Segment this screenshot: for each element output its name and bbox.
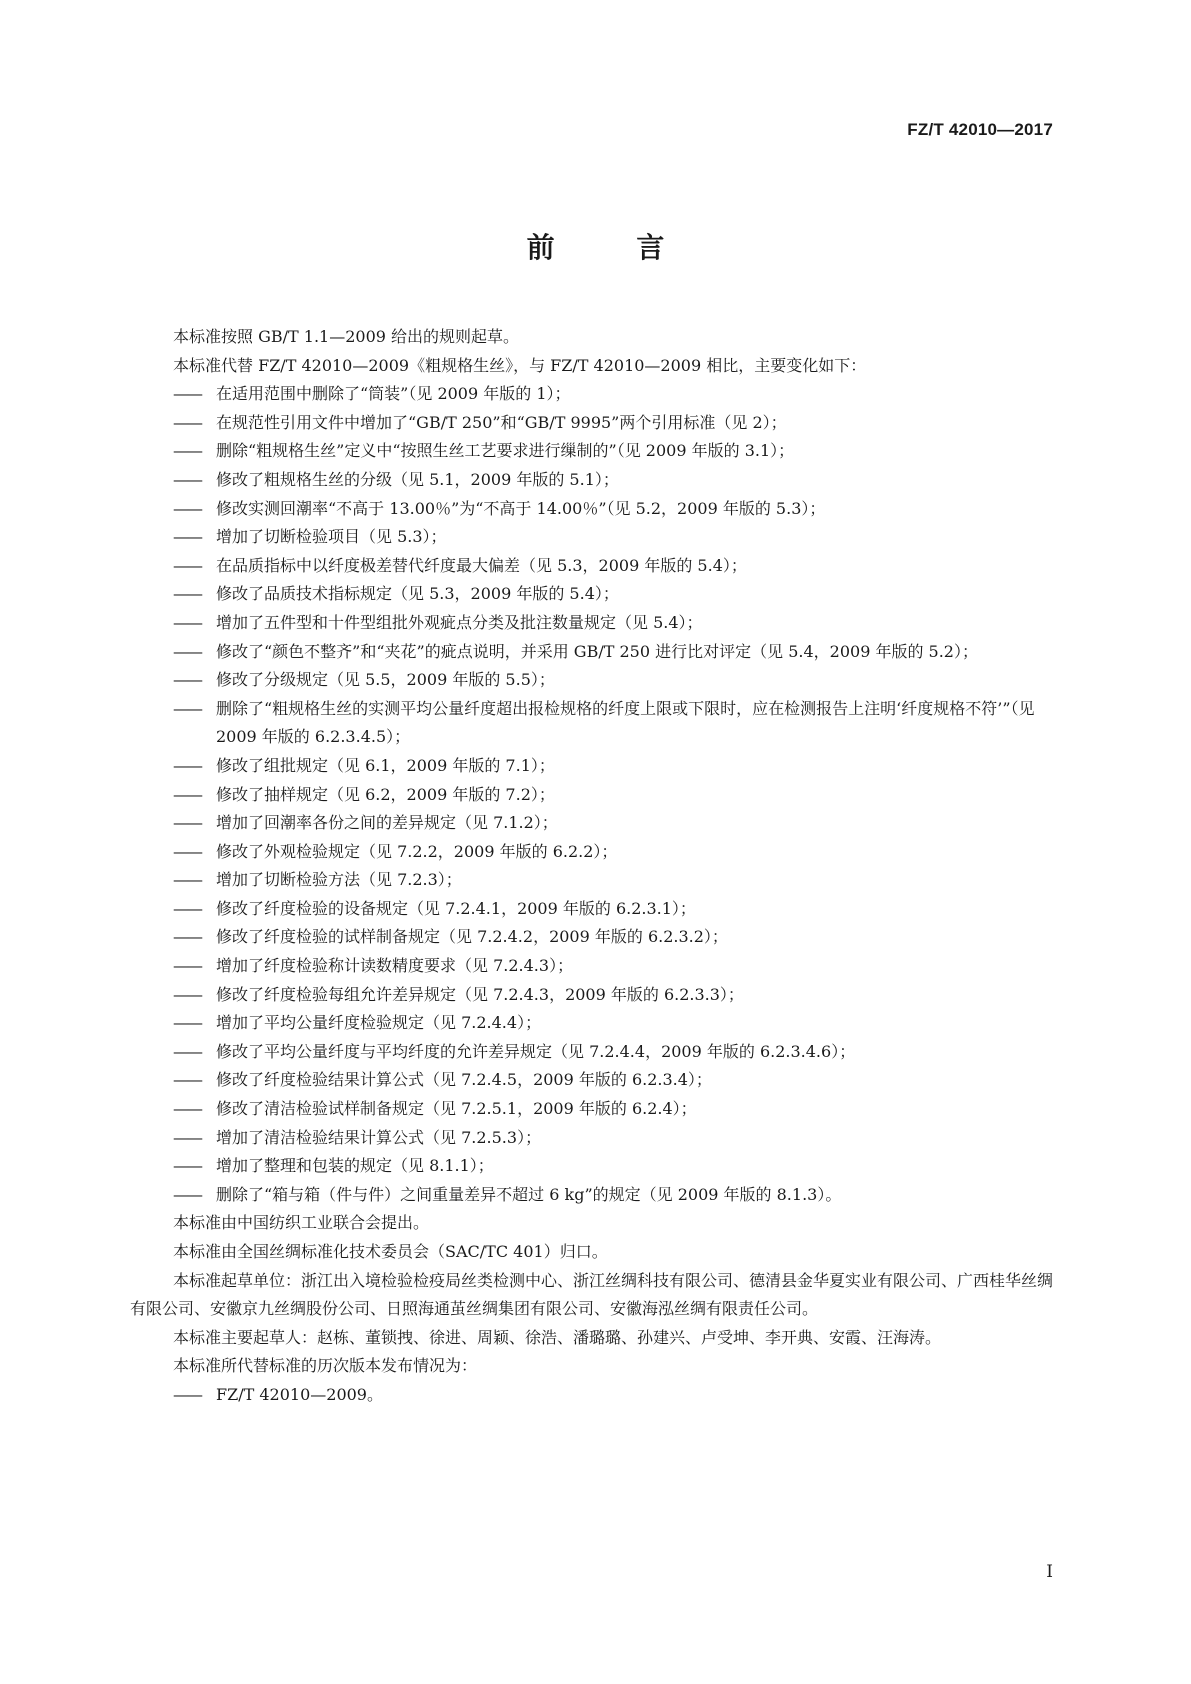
change-item <box>173 437 1053 466</box>
dash-marker: —— <box>173 898 201 918</box>
change-item <box>173 952 1053 981</box>
dash-marker: —— <box>173 1156 201 1176</box>
dash-marker: —— <box>173 984 201 1004</box>
change-item-text: 修改了纤度检验结果计算公式（见 7.2.4.5，2009 年版的 6.2.3.4）； <box>216 1070 712 1090</box>
change-item-text: 修改了粗规格生丝的分级（见 5.1，2009 年版的 5.1）； <box>216 469 619 489</box>
change-item-text: 增加了切断检验方法（见 7.2.3）； <box>216 870 462 890</box>
dash-marker: —— <box>173 498 201 518</box>
change-item-text: 在适用范围中删除了“筒装”（见 2009 年版的 1）； <box>216 384 571 404</box>
page-number: I <box>1046 1562 1053 1582</box>
document-body <box>130 323 1054 1410</box>
change-item <box>173 781 1053 810</box>
dash-marker: —— <box>173 956 201 976</box>
dash-marker: —— <box>173 841 201 861</box>
change-item-text: 修改了纤度检验每组允许差异规定（见 7.2.4.3，2009 年版的 6.2.3.3）； <box>216 984 744 1004</box>
change-item-text: 增加了切断检验项目（见 5.3）； <box>216 527 447 547</box>
dash-marker: —— <box>173 527 201 547</box>
change-item <box>173 895 1053 924</box>
change-item <box>173 838 1053 867</box>
change-item <box>173 609 1053 638</box>
change-item-text: 修改实测回潮率“不高于 13.00％”为“不高于 14.00％”（见 5.2，2009 年版的 5.3）； <box>216 498 826 518</box>
dash-marker: —— <box>173 384 201 404</box>
change-item <box>173 638 1053 667</box>
page-title: 前 言 <box>526 231 701 264</box>
change-item <box>173 923 1053 952</box>
dash-marker: —— <box>173 1099 201 1119</box>
document-code: FZ/T 42010—2017 <box>907 120 1053 139</box>
dash-marker: —— <box>173 1013 201 1033</box>
change-item-text: 修改了外观检验规定（见 7.2.2，2009 年版的 6.2.2）； <box>216 841 618 861</box>
change-item-text: 修改了清洁检验试样制备规定（见 7.2.5.1，2009 年版的 6.2.4）； <box>216 1099 697 1119</box>
dash-marker: —— <box>173 1041 201 1061</box>
change-item <box>173 666 1053 695</box>
change-item-text: 修改了平均公量纤度与平均纤度的允许差异规定（见 7.2.4.4，2009 年版的 6.2.3.4.6）； <box>216 1041 856 1061</box>
change-item <box>173 752 1053 781</box>
dash-marker: —— <box>173 813 201 833</box>
change-item <box>173 1095 1053 1124</box>
change-item <box>173 409 1053 438</box>
dash-marker: —— <box>173 469 201 489</box>
dash-marker: —— <box>173 670 201 690</box>
change-item-text: 在规范性引用文件中增加了“GB/T 250”和“GB/T 9995”两个引用标准（见 2）； <box>216 412 787 432</box>
dash-marker: —— <box>173 698 201 718</box>
intro-paragraph: 本标准按照 GB/T 1.1—2009 给出的规则起草。 <box>173 327 520 346</box>
change-item-text: 增加了五件型和十件型组批外观疵点分类及批注数量规定（见 5.4）； <box>216 612 703 632</box>
change-item <box>173 809 1053 838</box>
dash-marker: —— <box>173 870 201 890</box>
change-item-text: 增加了平均公量纤度检验规定（见 7.2.4.4）； <box>216 1013 542 1033</box>
change-item <box>173 1152 1053 1181</box>
drafting-units-text: 本标准起草单位：浙江出入境检验检疫局丝类检测中心、浙江丝绸科技有限公司、德清县金华夏实业有限公司、广西桂华丝绸有限公司、安徽京九丝绸股份公司、日照海通茧丝绸集团有限公司、安徽海泓丝绸有限责任公司。 <box>130 1270 1054 1319</box>
dash-marker: —— <box>173 612 201 632</box>
change-item-text: 修改了纤度检验的试样制备规定（见 7.2.4.2，2009 年版的 6.2.3.2）； <box>216 927 728 947</box>
change-item-text: 增加了纤度检验称计读数精度要求（见 7.2.4.3）； <box>216 956 574 976</box>
change-item-text: 删除了“箱与箱（件与件）之间重量差异不超过 6 kg”的规定（见 2009 年版的 8.1.3）。 <box>216 1184 842 1204</box>
history-intro-paragraph: 本标准所代替标准的历次版本发布情况为： <box>173 1356 478 1376</box>
change-item-text: 修改了分级规定（见 5.5，2009 年版的 5.5）； <box>216 670 555 690</box>
change-item <box>173 695 1053 752</box>
change-item-text: 删除“粗规格生丝”定义中“按照生丝工艺要求进行缫制的”（见 2009 年版的 3.1）； <box>216 441 795 461</box>
dash-marker: —— <box>173 927 201 947</box>
change-item <box>173 1038 1053 1067</box>
dash-marker: —— <box>173 584 201 604</box>
centralized-by-paragraph: 本标准由全国丝绸标准化技术委员会（SAC/TC 401）归口。 <box>173 1242 608 1261</box>
dash-marker: —— <box>173 1127 201 1147</box>
changes-list <box>173 380 1053 1209</box>
change-item-text: 在品质指标中以纤度极差替代纤度最大偏差（见 5.3，2009 年版的 5.4）； <box>216 555 747 575</box>
dash-marker: —— <box>173 641 201 661</box>
drafting-units-paragraph <box>130 1267 1054 1324</box>
intro-paragraph: 本标准代替 FZ/T 42010—2009《粗规格生丝》，与 FZ/T 42010—2009 相比，主要变化如下： <box>173 355 867 375</box>
dash-marker: —— <box>173 1070 201 1090</box>
change-item <box>173 1066 1053 1095</box>
change-item-text: FZ/T 42010—2009。 <box>216 1384 383 1404</box>
change-item-text: 修改了抽样规定（见 6.2，2009 年版的 7.2）； <box>216 784 555 804</box>
change-item <box>173 1181 1053 1210</box>
dash-marker: —— <box>173 1184 201 1204</box>
change-item-text: 修改了“颜色不整齐”和“夹花”的疵点说明，并采用 GB/T 250 进行比对评定（见 5.4，2009 年版的 5.2）； <box>216 641 978 661</box>
dash-marker: —— <box>173 555 201 575</box>
change-item-text: 增加了回潮率各份之间的差异规定（见 7.1.2）； <box>216 813 558 833</box>
change-item-text: 增加了清洁检验结果计算公式（见 7.2.5.3）； <box>216 1127 542 1147</box>
change-item <box>173 866 1053 895</box>
history-list <box>173 1381 1053 1410</box>
change-item <box>173 981 1053 1010</box>
change-item <box>173 380 1053 409</box>
change-item-text: 修改了组批规定（见 6.1，2009 年版的 7.1）； <box>216 755 555 775</box>
dash-marker: —— <box>173 1384 201 1404</box>
change-item <box>173 495 1053 524</box>
drafters-paragraph: 本标准主要起草人：赵栋、董锁拽、徐进、周颖、徐浩、潘璐璐、孙建兴、卢受坤、李开典、安霞、汪海涛。 <box>173 1327 942 1347</box>
proposed-by-paragraph: 本标准由中国纺织工业联合会提出。 <box>173 1213 430 1233</box>
change-item-text: 修改了纤度检验的设备规定（见 7.2.4.1，2009 年版的 6.2.3.1）； <box>216 898 696 918</box>
change-item <box>173 552 1053 581</box>
change-item <box>173 1381 1053 1410</box>
dash-marker: —— <box>173 412 201 432</box>
change-item <box>173 1124 1053 1153</box>
change-item-text: 修改了品质技术指标规定（见 5.3，2009 年版的 5.4）； <box>216 584 619 604</box>
change-item-text: 增加了整理和包装的规定（见 8.1.1）； <box>216 1156 494 1176</box>
change-item <box>173 1009 1053 1038</box>
change-item <box>173 466 1053 495</box>
change-item <box>173 580 1053 609</box>
dash-marker: —— <box>173 755 201 775</box>
change-item-text: 删除了“粗规格生丝的实测平均公量纤度超出报检规格的纤度上限或下限时，应在检测报告上注明‘纤度规格不符’”（见 2009 年版的 6.2.3.4.5）； <box>216 698 1035 747</box>
change-item <box>173 523 1053 552</box>
dash-marker: —— <box>173 784 201 804</box>
dash-marker: —— <box>173 441 201 461</box>
